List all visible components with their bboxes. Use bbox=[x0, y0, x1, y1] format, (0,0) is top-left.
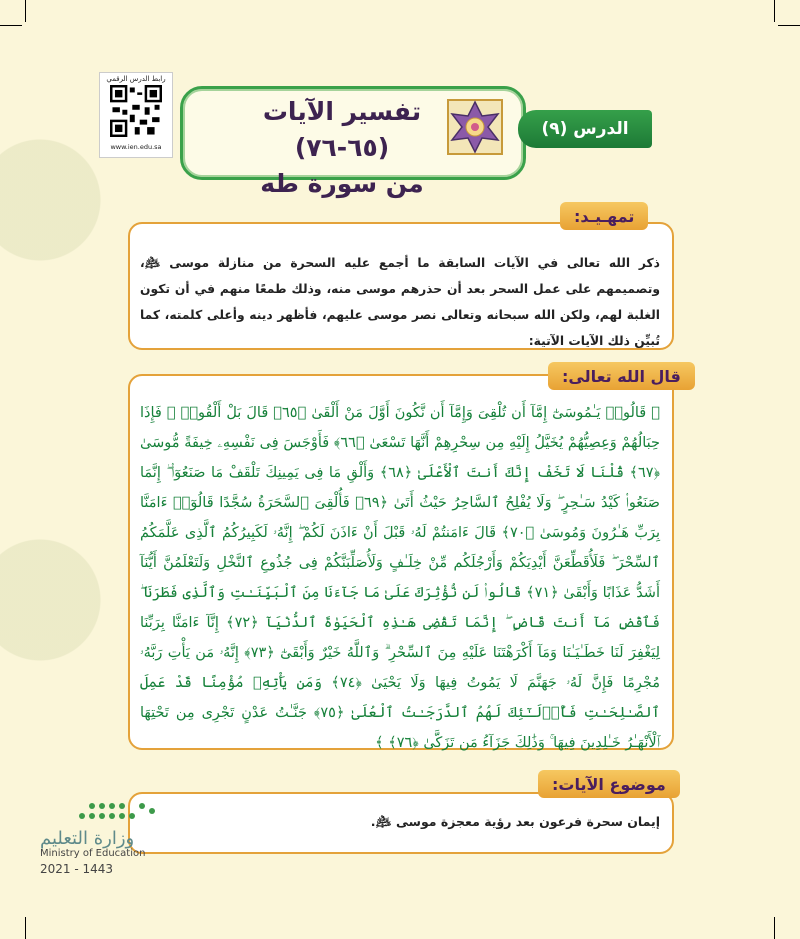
quran-verses: ﴿ قَالُوا۟ يَـٰمُوسَىٰٓ إِمَّآ أَن تُلْقِىَ وَإِمَّآ أَن نَّكُونَ أَوَّلَ مَنْ أَلْقَىٰ ﴿٦٥﴾ قَالَ بَلْ أَلْقُوا۟ ۖ فَإِذَا حِبَالُهُمْ وَعِصِيُّهُمْ يُخَيَّلُ إِلَيْهِ مِن سِحْرِهِمْ أَنَّهَا تَسْعَىٰ ﴿٦٦﴾ فَأَوْجَسَ فِى نَفْسِهِۦ خِيفَةً مُّوسَىٰ ﴿٦٧﴾ قُلْنَا لَا تَخَفْ إِنَّكَ أَنتَ ٱلْأَعْلَىٰ ﴿٦٨﴾ وَأَلْقِ مَا فِى يَمِينِكَ تَلْقَفْ مَا صَنَعُوٓا۟ ۖ إِنَّمَا صَنَعُوا۟ كَيْدُ سَـٰحِرٍ ۖ وَلَا يُفْلِحُ ٱلسَّاحِرُ حَيْثُ أَتَىٰ ﴿٦٩﴾ فَأُلْقِىَ ٱلسَّحَرَةُ سُجَّدًا قَالُوٓا۟ ءَامَنَّا بِرَبِّ هَـٰرُونَ وَمُوسَىٰ ﴿٧٠﴾ قَالَ ءَامَنتُمْ لَهُۥ قَبْلَ أَنْ ءَاذَنَ لَكُمْ ۖ إِنَّهُۥ لَكَبِيرُكُمُ ٱلَّذِى عَلَّمَكُمُ ٱلسِّحْرَ ۖ فَلَأُقَطِّعَنَّ أَيْدِيَكُمْ وَأَرْجُلَكُم مِّنْ خِلَـٰفٍ وَلَأُصَلِّبَنَّكُمْ فِى جُذُوعِ ٱلنَّخْلِ وَلَتَعْلَمُنَّ أَيُّنَآ أَشَدُّ عَذَابًا وَأَبْقَىٰ ﴿٧١﴾ قَالُوا۟ لَن نُّؤْثِرَكَ عَلَىٰ مَا جَآءَنَا مِنَ ٱلْبَيِّنَـٰتِ وَٱلَّذِى فَطَرَنَا ۖ فَٱقْضِ مَآ أَنتَ قَاضٍ ۖ إِنَّمَا تَقْضِى هَـٰذِهِ ٱلْحَيَوٰةَ ٱلدُّنْيَآ ﴿٧٢﴾ إِنَّآ ءَامَنَّا بِرَبِّنَا لِيَغْفِرَ لَنَا خَطَـٰيَـٰنَا وَمَآ أَكْرَهْتَنَا عَلَيْهِ مِنَ ٱلسِّحْرِ ۗ وَٱللَّهُ خَيْرٌ وَأَبْقَىٰٓ ﴿٧٣﴾ إِنَّهُۥ مَن يَأْتِ رَبَّهُۥ مُجْرِمًا فَإِنَّ لَهُۥ جَهَنَّمَ لَا يَمُوتُ فِيهَا وَلَا يَحْيَىٰ ﴿٧٤﴾ وَمَن يَأْتِهِۦ مُؤْمِنًا قَدْ عَمِلَ ٱلصَّـٰلِحَـٰتِ فَأُو۟لَـٰٓئِكَ لَهُمُ ٱلدَّرَجَـٰتُ ٱلْعُلَىٰ ﴿٧٥﴾ جَنَّـٰتُ عَدْنٍ تَجْرِى مِن تَحْتِهَا ٱلْأَنْهَـٰرُ خَـٰلِدِينَ فِيهَا ۚ وَذَٰلِكَ جَزَآءُ مَن تَزَكَّىٰ ﴿٧٦﴾ ﴾ bbox=[140, 405, 661, 751]
crop-mark bbox=[774, 0, 775, 22]
qr-title: رابط الدرس الرقمي bbox=[106, 75, 166, 83]
topic-label: موضوع الآيات: bbox=[538, 770, 680, 798]
qr-url[interactable]: www.ien.edu.sa bbox=[110, 143, 162, 151]
topic-text: إيمان سحرة فرعون بعد رؤية معجزة موسى ﵇. bbox=[370, 814, 660, 829]
lesson-title bbox=[236, 94, 448, 202]
lesson-title-line1: تفسير الآيات (٦٥-٧٦) bbox=[262, 97, 422, 162]
crop-mark bbox=[778, 25, 800, 26]
ministry-year: 2021 - 1443 bbox=[40, 862, 114, 876]
qr-code-panel[interactable] bbox=[99, 72, 173, 158]
crop-mark bbox=[25, 917, 26, 939]
ministry-logo bbox=[32, 796, 162, 886]
crop-mark bbox=[25, 0, 26, 22]
crop-mark bbox=[774, 917, 775, 939]
ministry-english: Ministry of Education bbox=[40, 848, 146, 859]
intro-text: ذكر الله تعالى في الآيات السابقة ما أجمع عليه السحرة من منازلة موسى ﵇، وتصميمهم على عمل السحر بعد أن حذرهم موسى منه، وذلك طمعًا منهم في أن تكون الغلبة لهم، ولكن الله سبحانه وتعالى نصر موسى عليهم، فأظهر دينه وأعلى كلمته، كما تُبيِّن ذلك الآيات الآتية: bbox=[140, 256, 660, 348]
ministry-arabic: وزارة التعليم bbox=[40, 828, 135, 849]
crop-mark bbox=[0, 25, 22, 26]
islamic-star-ornament-icon bbox=[446, 98, 504, 156]
intro-label: تمهـيـد: bbox=[560, 202, 648, 230]
lesson-number-badge: الدرس (٩) bbox=[518, 110, 652, 148]
ministry-dots-icon bbox=[72, 796, 162, 826]
verses-label: قال الله تعالى: bbox=[548, 362, 695, 390]
lesson-title-line2: من سورة طه bbox=[260, 169, 424, 198]
qr-code-icon bbox=[110, 85, 162, 137]
